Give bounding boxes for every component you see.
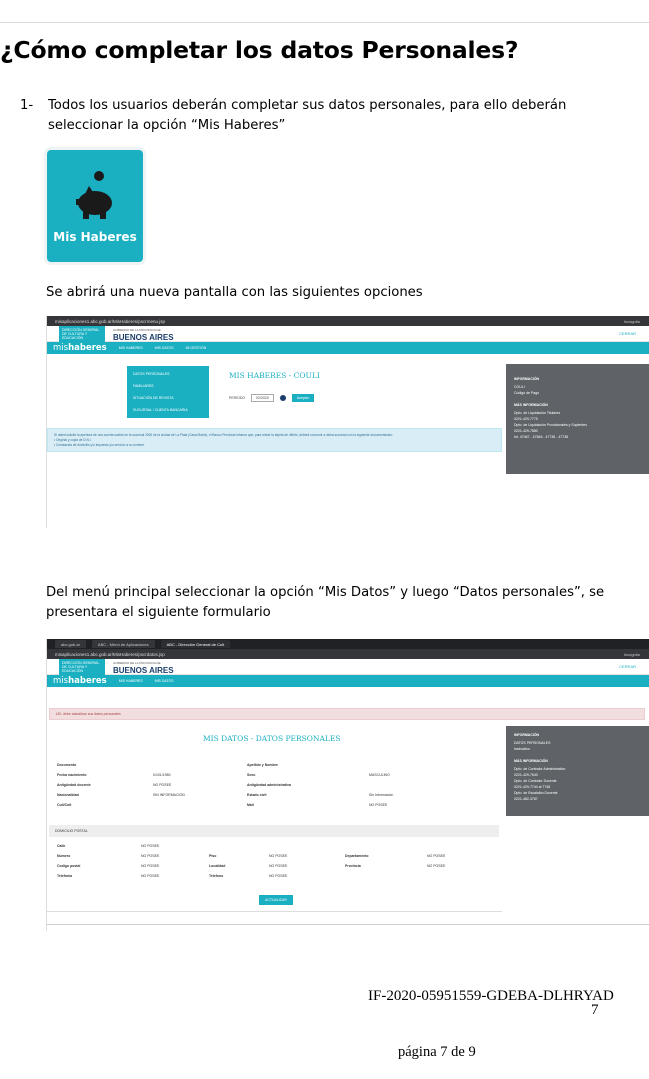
step-text-line2: seleccionar la opción “Mis Haberes”: [48, 118, 286, 133]
browser-tab[interactable]: ABC - Menú de Aplicaciones: [92, 640, 155, 648]
accept-button[interactable]: Aceptar: [292, 394, 314, 402]
domicilio-header: DOMICILIO POSTAL: [49, 825, 499, 837]
piggy-bank-icon: [73, 170, 117, 222]
paragraph-new-screen: Se abrirá una nueva pantalla con las siguientes opciones: [46, 285, 423, 300]
logout-link[interactable]: CERRAR: [619, 331, 636, 336]
nav-mis-datos[interactable]: MIS DATOS: [154, 346, 174, 350]
mis-haberes-logo: mishaberes: [53, 676, 107, 686]
mis-datos-dropdown: [127, 366, 209, 418]
update-button[interactable]: ACTUALIZAR: [259, 895, 293, 905]
page-number: página 7 de 9: [398, 1044, 476, 1060]
url-text: misaplicaciones1.abc.gob.ar/MisHaberes/pscrdatos.jsp: [55, 651, 165, 657]
nav-mis-haberes[interactable]: MIS HABERES: [118, 679, 143, 683]
step-number: 1-: [20, 98, 34, 113]
browser-url-bar: [47, 316, 649, 326]
incognito-badge: Incógnito: [623, 318, 640, 324]
document-id: IF-2020-05951559-GDEBA-DLHRYAD: [368, 988, 614, 1004]
datos-heading: MIS DATOS - DATOS PERSONALES: [203, 734, 341, 743]
nav-mis-datos[interactable]: MIS DATOS: [154, 679, 174, 683]
form-row: Calle NO POSEE: [57, 844, 160, 848]
buenos-aires-logo: GOBIERNO DE LA PROVINCIA DE BUENOS AIRES: [113, 327, 174, 342]
period-select[interactable]: 02/2020: [251, 394, 274, 402]
help-icon[interactable]: [280, 395, 286, 401]
mis-haberes-tile[interactable]: [47, 150, 143, 262]
dgce-logo: DIRECCIÓN GENERAL DE CULTURA Y EDUCACIÓN: [59, 659, 105, 675]
menu-item-datos-personales[interactable]: DATOS PERSONALES: [133, 372, 170, 376]
browser-tab[interactable]: abc.gob.ar: [55, 640, 86, 648]
menu-item-sucursal[interactable]: SUCURSAL / CUENTA BANCARIA: [133, 408, 188, 412]
brand-bar: [47, 659, 649, 675]
document-number: 7: [591, 1002, 599, 1018]
paragraph-menu-line1: Del menú principal seleccionar la opción “Mis Datos” y luego “Datos personales”, se: [46, 585, 605, 600]
top-divider: [0, 22, 649, 23]
mis-haberes-label: Mis Haberes: [53, 230, 137, 244]
menu-item-familiares[interactable]: FAMILIARES: [133, 384, 154, 388]
info-sidebar: INFORMACIÓN COULI Código de Pago MÁS INFORMACIÓN Dpto. de Liquidación Titulares 0221-429-7775 Dpto. de Liquidación Provisionales y Suplentes 0221-429-7880 Int. 47467 - 47646 - 47736 - 47738: [506, 364, 649, 474]
couli-heading: MIS HABERES - COULI: [229, 371, 320, 380]
page-title: ¿Cómo completar los datos Personales?: [0, 36, 519, 64]
main-nav: [47, 675, 649, 687]
url-text: misaplicaciones1.abc.gob.ar/MisHaberes/pscrmenu.jsp: [55, 318, 166, 324]
mis-haberes-logo: mishaberes: [53, 343, 107, 353]
incognito-badge: Incógnito: [623, 651, 640, 657]
form-divider: [47, 911, 502, 912]
paragraph-menu-line2: presentara el siguiente formulario: [46, 605, 271, 620]
screenshot-mis-datos: [46, 639, 649, 931]
main-nav: [47, 342, 649, 354]
nav-mi-gestion[interactable]: MI GESTIÓN: [185, 346, 207, 350]
dgce-logo: DIRECCIÓN GENERAL DE CULTURA Y EDUCACIÓN: [59, 326, 105, 342]
buenos-aires-logo: GOBIERNO DE LA PROVINCIA DE BUENOS AIRES: [113, 660, 174, 675]
form-row: Codigo postal NO POSEE Localidad NO POSEE Provincia NO POSEE: [57, 864, 446, 868]
form-row: Número NO POSEE Piso NO POSEE Departamento NO POSEE: [57, 854, 446, 858]
update-alert: UD. debe actualizar sus datos personales: [49, 708, 645, 720]
form-row: Telefonía NO POSEE Telefono NO POSEE: [57, 874, 288, 878]
period-label: PERÍODO: [229, 396, 246, 400]
menu-item-situacion-revista[interactable]: SITUACIÓN DE REVISTA: [133, 396, 174, 400]
period-row: [229, 394, 314, 402]
logout-link[interactable]: CERRAR: [619, 664, 636, 669]
brand-bar: [47, 326, 649, 342]
form-row: Antigüedad docente NO POSEE Antigüedad administrativa: [57, 783, 291, 787]
form-row: Nacionalidad SIN INFORMACION Estado civil Sin Información: [57, 793, 394, 797]
browser-url-bar: [47, 649, 649, 659]
form-row: Documento Apellido y Nombre: [57, 763, 278, 767]
step-text-line1: Todos los usuarios deberán completar sus datos personales, para ello deberán: [48, 98, 567, 113]
info-notice: Si usted solicitó la apertura de una cuenta sueldo en la sucursal 2000 de la ciudad de La Plata (Casa Matriz), el Banco Provincia informa que, para retirar la tarjeta de débito, deberá concurrir a dicha sucursal con la siguiente documentación: • Original y copia de D.N.I. • Constancia de domicilio y/o impuesto y/o servicio a su nombre.: [47, 428, 502, 452]
form-row: Fecha nacimiento 01/01/1980 Sexo MASCULINO: [57, 773, 390, 777]
info-sidebar: INFORMACIÓN DATOS PERSONALES Instructivo MÁS INFORMACIÓN Dpto. de Contralor Administrativo 0221-429-7640 Dpto. de Contralor Docente 0221-429-7744 al 7748 Dpto. de Escalafón Docente 0221-482-3787: [506, 726, 649, 816]
screenshot-mis-haberes: [46, 316, 649, 528]
browser-tab-bar: [47, 639, 649, 649]
bottom-divider: [46, 924, 649, 925]
nav-mis-haberes[interactable]: MIS HABERES: [118, 346, 143, 350]
browser-tab-active[interactable]: ABC - Dirección General de Cult: [161, 640, 231, 648]
form-row: Cuil/Cuit Mail NO POSEE: [57, 803, 388, 807]
